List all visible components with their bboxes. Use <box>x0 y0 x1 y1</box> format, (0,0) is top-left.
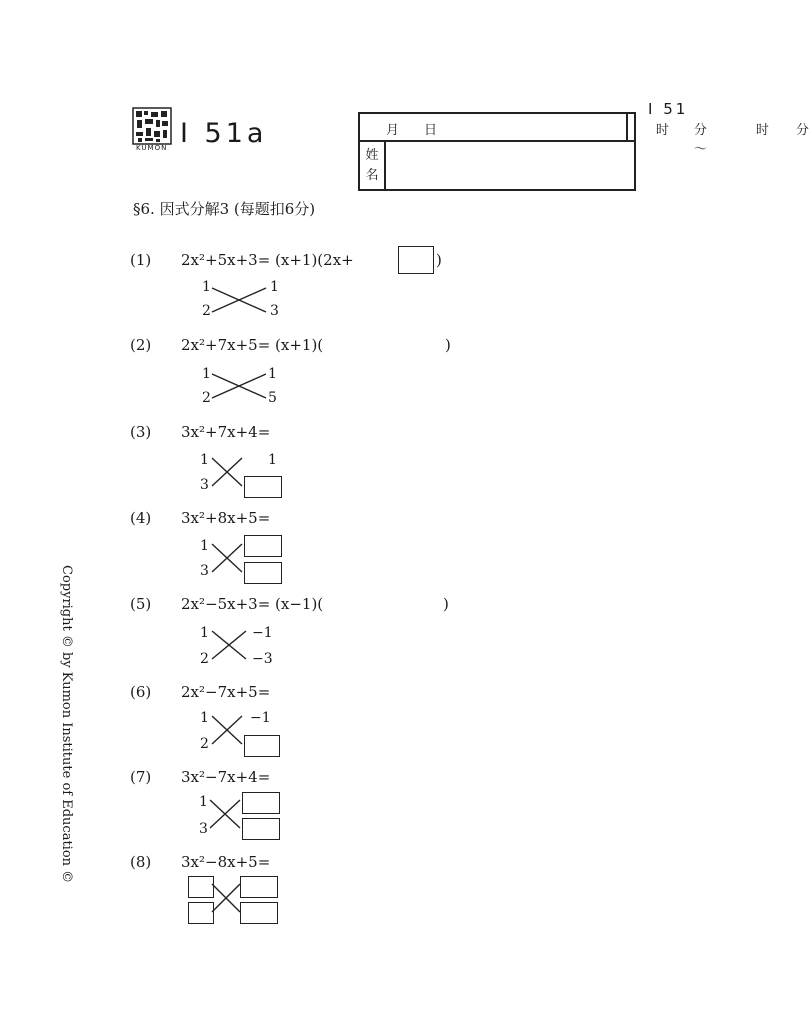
problem-6-left-top: 1 <box>200 710 209 726</box>
problem-2-left-top: 1 <box>202 366 211 382</box>
minute-label-start: 分～ <box>693 123 707 157</box>
page-number: I 51 <box>648 100 689 118</box>
problem-7-answer-box-top[interactable] <box>242 792 280 814</box>
problem-2-label: (2) <box>130 336 152 354</box>
problem-2-expression: 2x²+7x+5= (x+1)( <box>181 336 324 354</box>
problem-8-right-box-top[interactable] <box>240 876 278 898</box>
problem-6-expression: 2x²−7x+5= <box>181 683 271 701</box>
problem-8-right-box-bottom[interactable] <box>240 902 278 924</box>
problem-8-label: (8) <box>130 853 152 871</box>
problem-3-answer-box-bottom[interactable] <box>244 476 282 498</box>
problem-1-expression: 2x²+5x+3= (x+1)(2x+ <box>181 251 354 269</box>
problem-7-cross-lines <box>210 800 242 830</box>
problem-3-left-bottom: 3 <box>200 477 209 493</box>
month-label: 月 <box>386 123 400 138</box>
problem-3-cross-lines <box>212 458 244 488</box>
problem-2-right-top: 1 <box>268 366 277 382</box>
problem-2-cross-lines <box>212 371 268 401</box>
problem-1-label: (1) <box>130 251 152 269</box>
problem-3-label: (3) <box>130 423 152 441</box>
problem-4-answer-box-bottom[interactable] <box>244 562 282 584</box>
problem-1-answer-box[interactable] <box>398 246 434 274</box>
problem-8-cross-lines <box>212 884 242 914</box>
copyright-notice: Copyright © by Kumon Institute of Education © <box>59 565 74 884</box>
kumon-logo-text: KUMON <box>136 144 168 152</box>
problem-1-left-bottom: 2 <box>202 303 211 319</box>
problem-5-cross-lines <box>212 631 248 661</box>
problem-1-right-bottom: 3 <box>270 303 279 319</box>
problem-6-cross-lines <box>212 716 244 746</box>
problem-4-expression: 3x²+8x+5= <box>181 509 271 527</box>
problem-5-close-paren: ) <box>443 595 449 613</box>
day-label: 日 <box>424 123 438 138</box>
problem-1-right-top: 1 <box>270 279 279 295</box>
name-field[interactable] <box>385 141 635 190</box>
problem-7-expression: 3x²−7x+4= <box>181 768 271 786</box>
problem-5-expression: 2x²−5x+3= (x−1)( <box>181 595 324 613</box>
problem-5-left-bottom: 2 <box>200 651 209 667</box>
problem-1-close-paren: ) <box>436 251 442 269</box>
problem-2-right-bottom: 5 <box>268 390 277 406</box>
problem-4-label: (4) <box>130 509 152 527</box>
problem-7-label: (7) <box>130 768 152 786</box>
problem-6-right-top: −1 <box>250 710 271 726</box>
problem-2-left-bottom: 2 <box>202 390 211 406</box>
hour-label-start: 时 <box>655 123 669 138</box>
problem-6-answer-box-bottom[interactable] <box>244 735 280 757</box>
problem-7-answer-box-bottom[interactable] <box>242 818 280 840</box>
problem-5-label: (5) <box>130 595 152 613</box>
problem-3-left-top: 1 <box>200 452 209 468</box>
problem-2-close-paren: ) <box>445 336 451 354</box>
problem-7-left-bottom: 3 <box>199 821 208 837</box>
problem-8-expression: 3x²−8x+5= <box>181 853 271 871</box>
sheet-code: I 51a <box>180 118 268 149</box>
time-field[interactable] <box>627 113 809 157</box>
problem-3-right-top: 1 <box>268 452 277 468</box>
date-name-table <box>358 112 809 191</box>
section-title: §6. 因式分解3 (每题扣6分) <box>133 200 316 218</box>
problem-6-label: (6) <box>130 683 152 701</box>
date-field[interactable] <box>359 113 627 141</box>
problem-4-left-bottom: 3 <box>200 563 209 579</box>
problem-8-left-box-top[interactable] <box>188 876 214 898</box>
kumon-logo-icon <box>133 108 171 144</box>
problem-1-left-top: 1 <box>202 279 211 295</box>
problem-5-left-top: 1 <box>200 625 209 641</box>
hour-label-end: 时 <box>755 123 769 138</box>
problem-5-right-bottom: −3 <box>252 651 273 667</box>
minute-label-end: 分 <box>795 123 809 138</box>
name-label: 姓名 <box>359 141 385 190</box>
problem-4-cross-lines <box>212 544 244 574</box>
problem-8-left-box-bottom[interactable] <box>188 902 214 924</box>
problem-6-left-bottom: 2 <box>200 736 209 752</box>
problem-1-cross-lines <box>212 285 268 315</box>
problem-4-left-top: 1 <box>200 538 209 554</box>
problem-4-answer-box-top[interactable] <box>244 535 282 557</box>
problem-5-right-top: −1 <box>252 625 273 641</box>
problem-3-expression: 3x²+7x+4= <box>181 423 271 441</box>
problem-7-left-top: 1 <box>199 794 208 810</box>
